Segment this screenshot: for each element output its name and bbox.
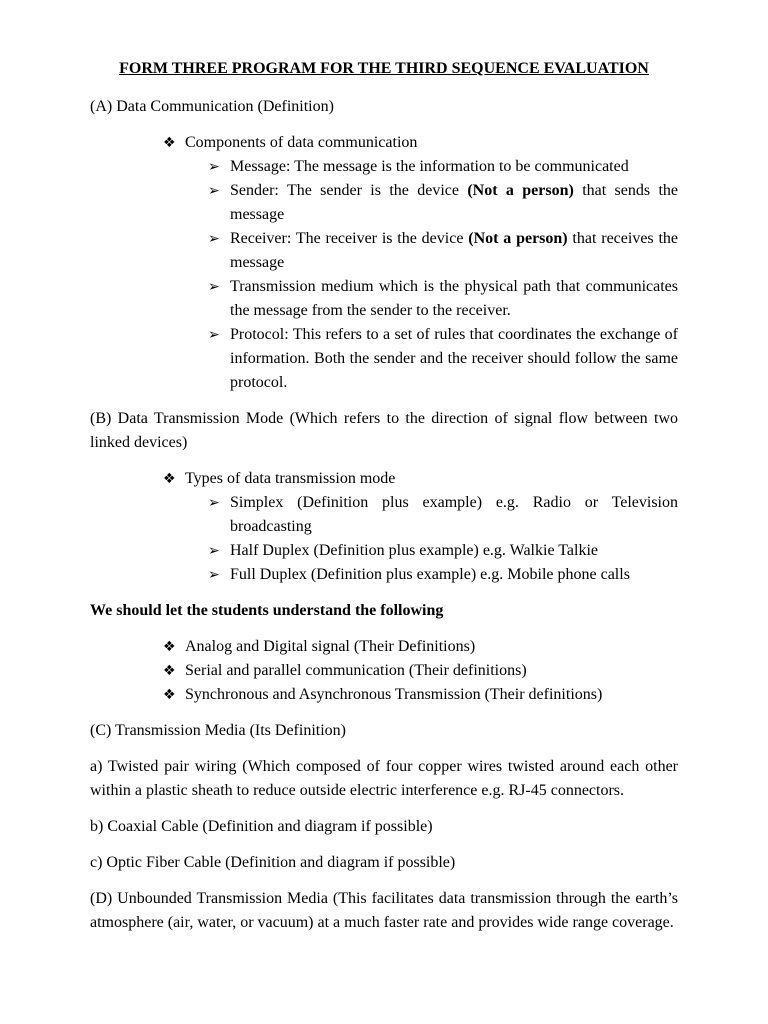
arrow-bullet-icon: ➢: [208, 567, 220, 583]
modes-list: [185, 491, 678, 587]
item-text: Transmission medium which is the physical path that communicates the message from the sender to the receiver.: [230, 278, 678, 319]
item-text: Full Duplex (Definition plus example) e.g. Mobile phone calls: [230, 566, 630, 583]
document-title: FORM THREE PROGRAM FOR THE THIRD SEQUENCE EVALUATION: [119, 60, 649, 77]
diamond-bullet-icon: ❖: [163, 135, 176, 151]
list-item: [163, 659, 678, 683]
item-text: Receiver: The receiver is the device: [230, 230, 469, 247]
section-b-list: [90, 467, 678, 587]
section-c-item-b: b) Coaxial Cable (Definition and diagram if possible): [90, 818, 433, 835]
list-item: [163, 683, 678, 707]
list-item: [163, 131, 678, 395]
arrow-bullet-icon: ➢: [208, 159, 220, 175]
list-item: [208, 275, 678, 323]
item-text: Synchronous and Asynchronous Transmission (Their definitions): [185, 686, 603, 703]
arrow-bullet-icon: ➢: [208, 279, 220, 295]
item-text: Sender: The sender is the device: [230, 182, 468, 199]
arrow-bullet-icon: ➢: [208, 495, 220, 511]
list-item: [163, 467, 678, 587]
arrow-bullet-icon: ➢: [208, 231, 220, 247]
section-a-list: [90, 131, 678, 395]
arrow-bullet-icon: ➢: [208, 327, 220, 343]
list-item: [208, 491, 678, 539]
bullet-text: Types of data transmission mode: [185, 470, 396, 487]
document-content: [90, 57, 678, 947]
list-item: [163, 635, 678, 659]
item-text: Message: The message is the information to be communicated: [230, 158, 629, 175]
arrow-bullet-icon: ➢: [208, 543, 220, 559]
list-item: [208, 227, 678, 275]
item-text: Serial and parallel communication (Their definitions): [185, 662, 527, 679]
section-c-item-a: a) Twisted pair wiring (Which composed of four copper wires twisted around each other within a plastic sheath to reduce outside electric interference e.g. RJ-45 connectors.: [90, 758, 678, 799]
list-item: [208, 323, 678, 395]
item-text: Protocol: This refers to a set of rules that coordinates the exchange of information. Both the sender and the receiver should follow the same protocol.: [230, 326, 678, 391]
item-emphasis: (Not a person): [467, 182, 574, 199]
components-list: [185, 155, 678, 395]
section-d-paragraph: (D) Unbounded Transmission Media (This facilitates data transmission through the earth’s atmosphere (air, water, or vacuum) at a much faster rate and provides wide range coverage.: [90, 890, 678, 931]
section-c-heading: (C) Transmission Media (Its Definition): [90, 722, 346, 739]
understand-list: [90, 635, 678, 707]
bullet-text: Components of data communication: [185, 134, 418, 151]
list-item: [208, 179, 678, 227]
section-b-heading: (B) Data Transmission Mode (Which refers to the direction of signal flow between two linked devices): [90, 410, 678, 451]
item-text: Half Duplex (Definition plus example) e.g. Walkie Talkie: [230, 542, 599, 559]
item-text: Simplex (Definition plus example) e.g. Radio or Television broadcasting: [230, 494, 678, 535]
item-text: that receives the message: [230, 230, 679, 271]
diamond-bullet-icon: ❖: [163, 471, 176, 487]
section-a-heading: (A) Data Communication (Definition): [90, 98, 334, 115]
item-emphasis: (Not a person): [468, 230, 568, 247]
diamond-bullet-icon: ❖: [163, 639, 176, 655]
item-text: Analog and Digital signal (Their Definitions): [185, 638, 476, 655]
item-text: that sends the message: [230, 182, 678, 223]
diamond-bullet-icon: ❖: [163, 687, 176, 703]
list-item: [208, 155, 678, 179]
section-c-item-c: c) Optic Fiber Cable (Definition and diagram if possible): [90, 854, 456, 871]
list-item: [208, 563, 678, 587]
understand-heading: We should let the students understand the following: [90, 602, 444, 619]
list-item: [208, 539, 678, 563]
arrow-bullet-icon: ➢: [208, 183, 220, 199]
diamond-bullet-icon: ❖: [163, 663, 176, 679]
